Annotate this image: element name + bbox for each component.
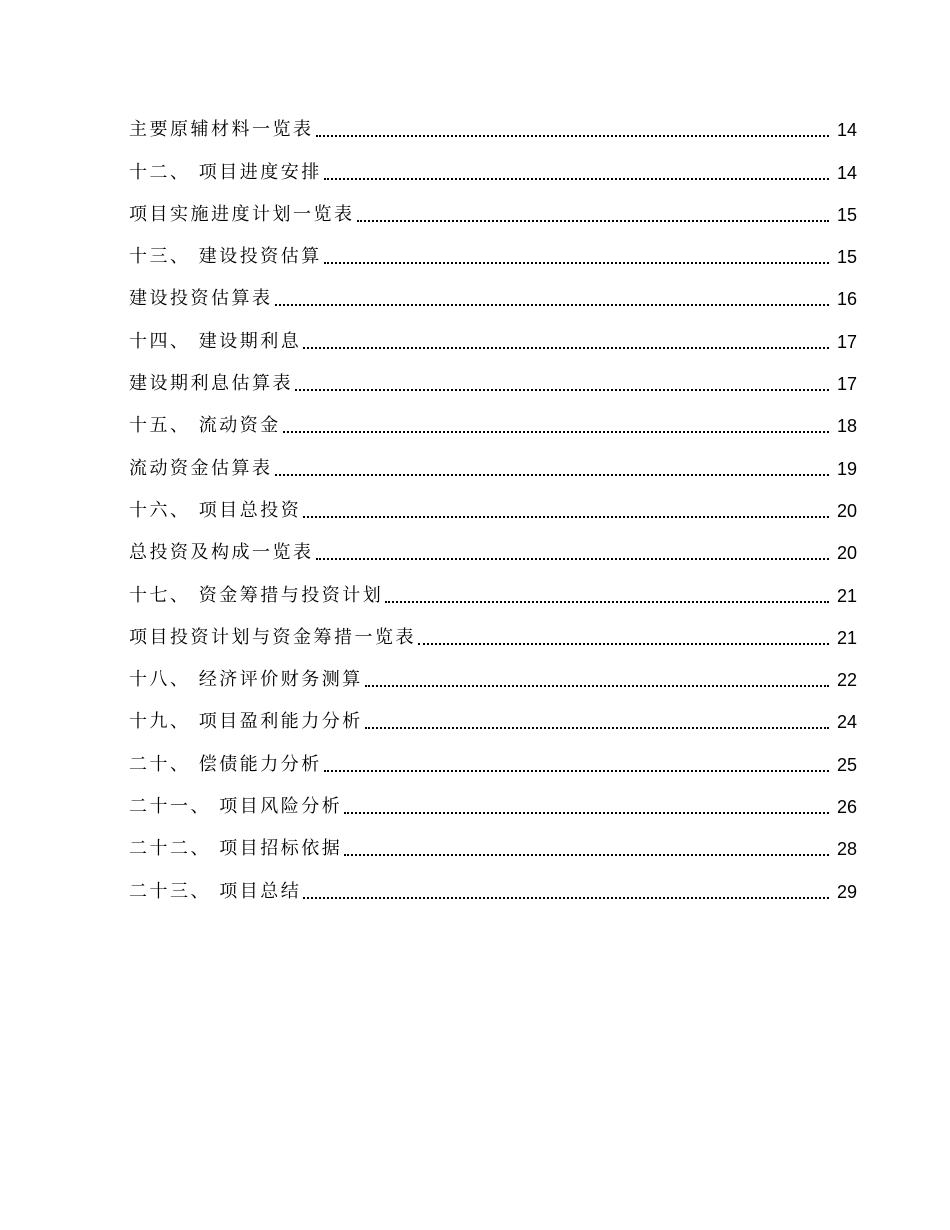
toc-entry-title: 项目投资计划与资金筹措一览表 [129,626,416,648]
toc-dot-leader [283,414,829,438]
toc-entry-title: 十九、 项目盈利能力分析 [129,711,363,733]
toc-dot-leader [275,457,830,481]
toc-dot-leader [365,668,829,692]
toc-dot-leader [303,499,829,523]
toc-entry[interactable] [129,861,857,903]
toc-entry[interactable] [129,481,857,523]
toc-entry-title: 十二、 项目进度安排 [129,161,322,183]
toc-entry[interactable] [129,650,857,692]
toc-entry-title: 建设期利息估算表 [129,373,293,395]
toc-page-number: 17 [836,331,857,352]
toc-page-number: 19 [836,458,857,479]
toc-page-number: 17 [836,374,857,395]
toc-page-number: 20 [836,543,857,564]
toc-dot-leader [324,245,829,269]
toc-dot-leader [385,584,829,608]
toc-entry[interactable] [129,565,857,607]
toc-page-number: 28 [836,839,857,860]
toc-page-number: 15 [836,204,857,225]
toc-page-number: 16 [836,289,857,310]
toc-page-number: 21 [836,627,857,648]
toc-entry-title: 项目实施进度计划一览表 [129,203,355,225]
toc-dot-leader [295,372,829,396]
toc-entry-title: 十三、 建设投资估算 [129,246,322,268]
toc-dot-leader [303,880,829,904]
toc-entry[interactable] [129,142,857,184]
toc-page-number: 14 [836,120,857,141]
toc-dot-leader [316,541,830,565]
toc-entry[interactable] [129,100,857,142]
toc-entry[interactable] [129,608,857,650]
toc-entry-title: 二十、 偿债能力分析 [129,753,322,775]
toc-entry-title: 十六、 项目总投资 [129,499,302,521]
toc-entry-title: 十八、 经济评价财务测算 [129,669,363,691]
toc-entry[interactable] [129,438,857,480]
toc-entry[interactable] [129,692,857,734]
toc-entry-title: 十四、 建设期利息 [129,330,302,352]
toc-entry-title: 主要原辅材料一览表 [129,119,314,141]
toc-entry-title: 二十二、 项目招标依据 [129,838,343,860]
toc-dot-leader [357,203,830,227]
toc-dot-leader [316,118,830,142]
toc-entry-title: 流动资金估算表 [129,457,273,479]
toc-page-number: 29 [836,881,857,902]
toc-entry-title: 十七、 资金筹措与投资计划 [129,584,384,606]
toc-entry[interactable] [129,396,857,438]
toc-entry[interactable] [129,777,857,819]
toc-entry[interactable] [129,819,857,861]
toc-page-number: 15 [836,247,857,268]
toc-entry[interactable] [129,523,857,565]
toc-dot-leader [418,626,829,650]
toc-page-number: 18 [836,416,857,437]
toc-dot-leader [275,287,830,311]
toc-dot-leader [344,795,829,819]
toc-dot-leader [324,753,829,777]
toc-page-number: 25 [836,754,857,775]
toc-entry-title: 二十一、 项目风险分析 [129,796,343,818]
toc-page-number: 24 [836,712,857,733]
toc-page-number: 20 [836,500,857,521]
toc-entry-title: 建设投资估算表 [129,288,273,310]
toc-page-number: 21 [836,585,857,606]
toc-entry-title: 总投资及构成一览表 [129,542,314,564]
toc-dot-leader [365,710,829,734]
toc-entry[interactable] [129,311,857,353]
toc-entry[interactable] [129,227,857,269]
toc-entry[interactable] [129,354,857,396]
toc-page-number: 26 [836,797,857,818]
toc-dot-leader [303,330,829,354]
toc-entry[interactable] [129,734,857,776]
table-of-contents [129,100,857,904]
toc-dot-leader [324,161,829,185]
toc-entry-title: 二十三、 项目总结 [129,880,302,902]
toc-entry[interactable] [129,269,857,311]
toc-dot-leader [344,837,829,861]
toc-entry-title: 十五、 流动资金 [129,415,281,437]
toc-page-number: 14 [836,162,857,183]
toc-page-number: 22 [836,670,857,691]
toc-entry[interactable] [129,185,857,227]
